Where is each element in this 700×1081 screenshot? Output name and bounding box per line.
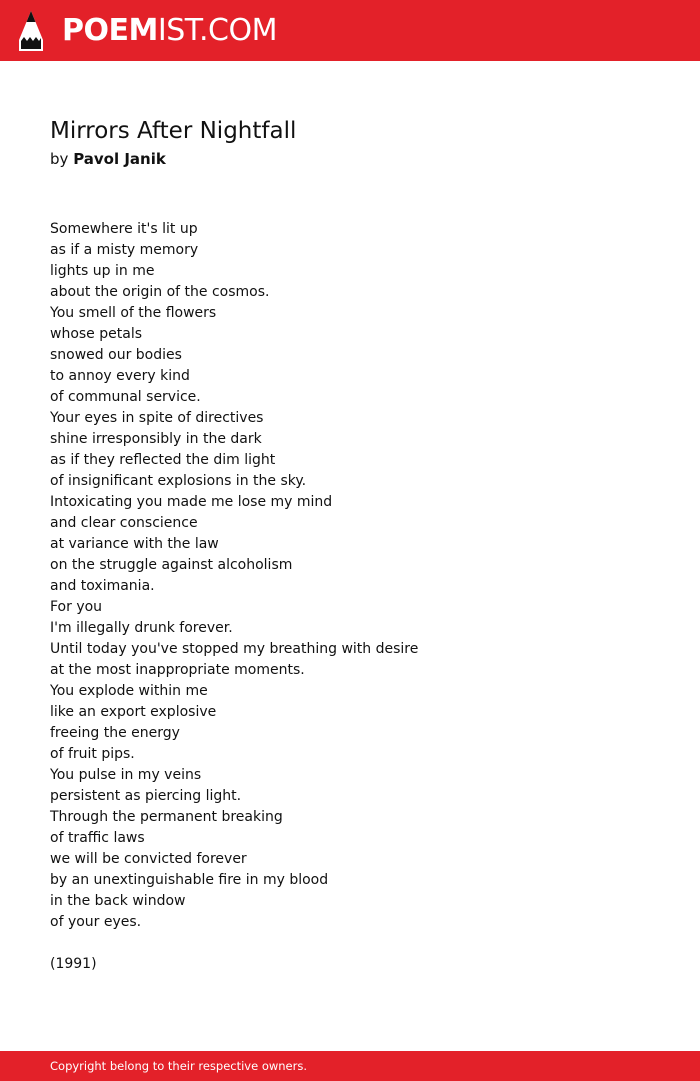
- byline: [50, 148, 166, 170]
- poem-line: at the most inappropriate moments.: [50, 662, 305, 678]
- poem-line: of your eyes.: [50, 914, 142, 930]
- by-label: by: [50, 150, 69, 168]
- poem-line: by an unextinguishable fire in my blood: [50, 872, 329, 888]
- poem-year: (1991): [50, 956, 97, 972]
- pencil-tip-icon[interactable]: [18, 10, 44, 52]
- logo-word-bold: POEM: [62, 13, 158, 48]
- poem-line: Through the permanent breaking: [50, 809, 283, 825]
- poem-line: about the origin of the cosmos.: [50, 284, 270, 300]
- site-footer: [0, 1051, 700, 1081]
- poem-line: and clear conscience: [50, 515, 198, 531]
- poem-line: You smell of the flowers: [50, 305, 217, 321]
- poem-line: I'm illegally drunk forever.: [50, 620, 233, 636]
- poem-line: in the back window: [50, 893, 186, 909]
- poem-line: For you: [50, 599, 103, 615]
- logo-word-light: IST.COM: [157, 13, 277, 48]
- poem-line: of fruit pips.: [50, 746, 135, 762]
- poem-line: lights up in me: [50, 263, 155, 279]
- poem-line: Your eyes in spite of directives: [50, 410, 264, 426]
- poem-line: as if a misty memory: [50, 242, 199, 258]
- poem-line: Somewhere it's lit up: [50, 221, 198, 237]
- poem-title: Mirrors After Nightfall: [50, 118, 297, 144]
- poem-line: we will be convicted forever: [50, 851, 247, 867]
- poem-body: [50, 219, 418, 933]
- poem-line: shine irresponsibly in the dark: [50, 431, 262, 447]
- author-name: Pavol Janik: [73, 150, 166, 168]
- site-logo[interactable]: [62, 12, 277, 50]
- site-header: [0, 0, 700, 61]
- poem-line: persistent as piercing light.: [50, 788, 242, 804]
- copyright-notice: Copyright belong to their respective owners.: [50, 1059, 308, 1073]
- poem-line: of traffic laws: [50, 830, 145, 846]
- poem-line: to annoy every kind: [50, 368, 190, 384]
- poem-line: Until today you've stopped my breathing with desire: [50, 641, 419, 657]
- poem-line: Intoxicating you made me lose my mind: [50, 494, 333, 510]
- poem-line: of insignificant explosions in the sky.: [50, 473, 307, 489]
- poem-line: on the struggle against alcoholism: [50, 557, 293, 573]
- poem-line: and toximania.: [50, 578, 155, 594]
- poem-line: like an export explosive: [50, 704, 217, 720]
- poem-line: You explode within me: [50, 683, 208, 699]
- poem-line: as if they reflected the dim light: [50, 452, 276, 468]
- poem-line: You pulse in my veins: [50, 767, 202, 783]
- poem-line: snowed our bodies: [50, 347, 182, 363]
- poem-line: of communal service.: [50, 389, 201, 405]
- poem-line: whose petals: [50, 326, 142, 342]
- poem-line: at variance with the law: [50, 536, 219, 552]
- poem-line: freeing the energy: [50, 725, 180, 741]
